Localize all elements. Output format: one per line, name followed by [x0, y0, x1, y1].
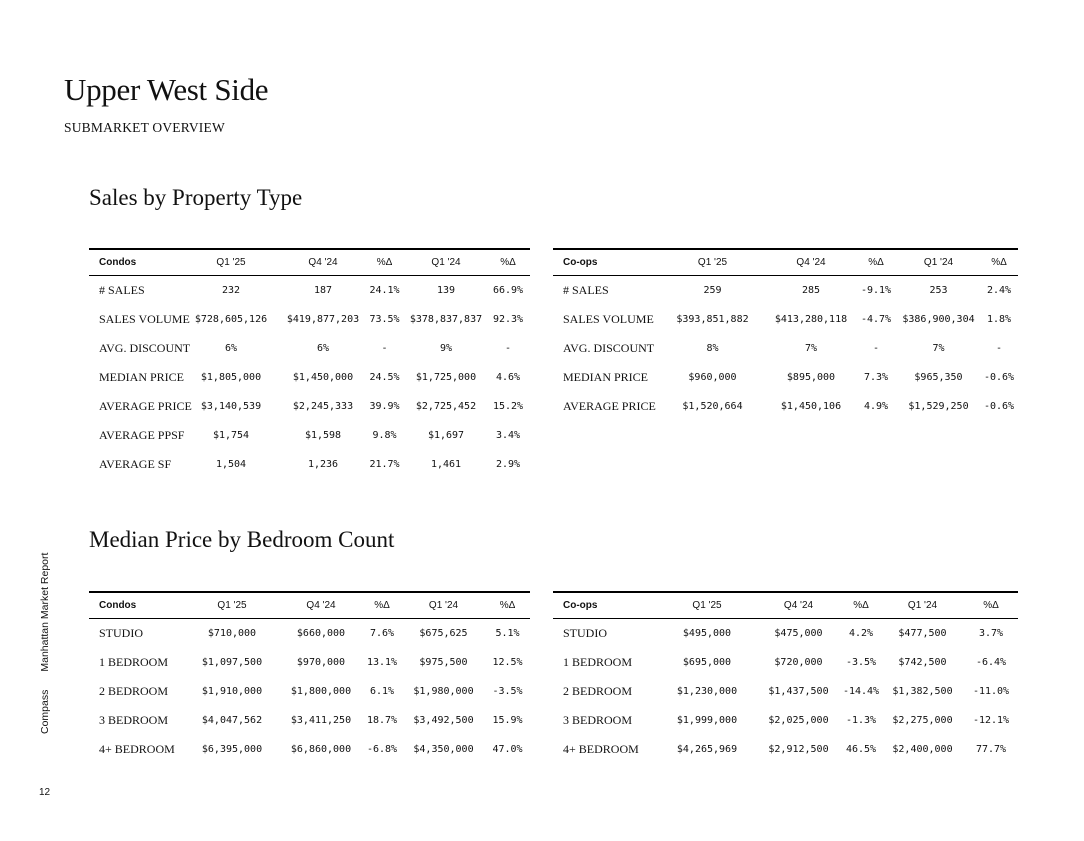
- table-cell: 7%: [932, 343, 945, 354]
- table-cell: $3,411,250: [290, 715, 352, 726]
- table-cell: $895,000: [786, 372, 836, 383]
- table-cell: $2,245,333: [292, 401, 354, 412]
- column-header: Q4 '24: [767, 249, 855, 276]
- row-label: STUDIO: [99, 626, 143, 640]
- table-cell: 24.5%: [369, 372, 400, 383]
- table-cell: $1,800,000: [290, 686, 352, 697]
- sales-coops-table: [553, 248, 1018, 421]
- row-label: 1 BEDROOM: [99, 655, 169, 669]
- table-cell: -6.4%: [975, 657, 1007, 668]
- table-cell: $970,000: [296, 657, 346, 668]
- table-cell: -0.6%: [983, 372, 1015, 383]
- table-cell: $1,754: [212, 430, 250, 441]
- table-row: [553, 677, 1018, 706]
- table-cell: $2,400,000: [892, 744, 953, 755]
- row-label: 3 BEDROOM: [99, 713, 169, 727]
- column-header: %Δ: [980, 249, 1018, 276]
- table-cell: $1,437,500: [768, 686, 829, 697]
- table-row: [553, 735, 1018, 764]
- table-cell: $742,500: [898, 657, 947, 668]
- table-cell: $3,140,539: [200, 401, 262, 412]
- table-cell: 2.4%: [986, 285, 1012, 296]
- bedroom-coops-table: [553, 591, 1018, 764]
- table-cell: $1,450,000: [292, 372, 354, 383]
- table-cell: 259: [703, 285, 722, 296]
- table-cell: 4.9%: [863, 401, 889, 412]
- table-cell: 285: [801, 285, 821, 296]
- column-header: Q4 '24: [756, 592, 841, 619]
- column-header: Q4 '24: [283, 249, 363, 276]
- row-label: SALES VOLUME: [99, 312, 190, 326]
- table-cell: 1.8%: [986, 314, 1012, 325]
- table-cell: 7.3%: [863, 372, 889, 383]
- table-cell: -3.5%: [845, 657, 877, 668]
- table-cell: $1,999,000: [676, 715, 738, 726]
- table-row: [89, 677, 530, 706]
- table-cell: -11.0%: [972, 686, 1010, 697]
- table-cell: 5.1%: [495, 628, 520, 639]
- table-cell: $965,350: [914, 372, 963, 383]
- table-cell: 46.5%: [845, 744, 877, 755]
- column-header: %Δ: [486, 249, 530, 276]
- column-header: Q1 '24: [406, 249, 486, 276]
- table-category-header: Condos: [89, 249, 179, 276]
- table-row: [553, 305, 1018, 334]
- table-cell: $4,350,000: [413, 744, 474, 755]
- side-label: [39, 553, 51, 734]
- table-cell: $1,450,106: [780, 401, 842, 412]
- column-header: %Δ: [363, 249, 406, 276]
- table-cell: 4.2%: [848, 628, 874, 639]
- page-subtitle: SUBMARKET OVERVIEW: [64, 120, 225, 135]
- table-cell: $2,275,000: [892, 715, 953, 726]
- table-cell: 21.7%: [369, 459, 400, 470]
- table-cell: 12.5%: [492, 657, 523, 668]
- table-cell: $393,851,882: [676, 314, 749, 325]
- table-cell: $4,047,562: [201, 715, 263, 726]
- column-header: Q1 '25: [658, 249, 767, 276]
- page-title: Upper West Side: [64, 72, 269, 107]
- table-cell: 2.9%: [495, 459, 521, 470]
- row-label: SALES VOLUME: [563, 312, 654, 326]
- table-category-header: Condos: [89, 592, 184, 619]
- table-header-row: [553, 592, 1018, 619]
- row-label: STUDIO: [563, 626, 607, 640]
- table-cell: -4.7%: [860, 314, 892, 325]
- row-label: AVERAGE SF: [99, 457, 172, 471]
- table-category-header: Co-ops: [553, 249, 658, 276]
- row-label: # SALES: [99, 283, 145, 297]
- table-cell: $495,000: [682, 628, 732, 639]
- column-header: %Δ: [485, 592, 530, 619]
- table-cell: -: [381, 343, 388, 354]
- table-cell: 9%: [439, 343, 453, 354]
- column-header: Q1 '24: [402, 592, 485, 619]
- table-row: [553, 648, 1018, 677]
- table-cell: -3.5%: [492, 686, 523, 697]
- column-header: Q1 '24: [881, 592, 964, 619]
- table-cell: $1,725,000: [415, 372, 477, 383]
- table-cell: 7%: [804, 343, 818, 354]
- table-cell: $6,860,000: [290, 744, 352, 755]
- table-cell: $728,605,126: [194, 314, 268, 325]
- table-row: [89, 421, 530, 450]
- table-cell: $1,697: [427, 430, 465, 441]
- table-cell: 77.7%: [975, 744, 1007, 755]
- table-row: [89, 305, 530, 334]
- table-cell: $378,837,837: [409, 314, 483, 325]
- table-cell: -12.1%: [972, 715, 1010, 726]
- column-header: %Δ: [855, 249, 897, 276]
- table-cell: $695,000: [682, 657, 732, 668]
- table-cell: 13.1%: [366, 657, 398, 668]
- table-cell: 18.7%: [366, 715, 398, 726]
- row-label: AVERAGE PPSF: [99, 428, 185, 442]
- column-header: %Δ: [964, 592, 1018, 619]
- table-cell: 6.1%: [369, 686, 395, 697]
- table-cell: $3,492,500: [413, 715, 474, 726]
- table-cell: $660,000: [296, 628, 346, 639]
- table-cell: -: [872, 343, 880, 354]
- column-header: Q1 '25: [179, 249, 283, 276]
- table-row: [553, 363, 1018, 392]
- table-cell: $2,912,500: [768, 744, 829, 755]
- table-cell: $975,500: [419, 657, 468, 668]
- table-cell: -: [995, 343, 1003, 354]
- table-cell: 4.6%: [495, 372, 521, 383]
- row-label: 4+ BEDROOM: [563, 742, 639, 756]
- table-cell: -6.8%: [366, 744, 398, 755]
- table-cell: $6,395,000: [201, 744, 263, 755]
- table-row: [553, 619, 1018, 649]
- table-cell: 39.9%: [369, 401, 400, 412]
- page-number: 12: [39, 787, 51, 798]
- table-cell: 7.6%: [369, 628, 395, 639]
- table-cell: $477,500: [898, 628, 947, 639]
- table-cell: $475,000: [774, 628, 823, 639]
- table-cell: $386,900,304: [902, 314, 975, 325]
- table-cell: 15.9%: [492, 715, 523, 726]
- table-cell: $413,280,118: [774, 314, 848, 325]
- table-cell: -9.1%: [860, 285, 892, 296]
- table-cell: 66.9%: [492, 285, 524, 296]
- table-cell: 9.8%: [372, 430, 397, 441]
- table-cell: $1,230,000: [676, 686, 738, 697]
- row-label: AVERAGE PRICE: [99, 399, 192, 413]
- table-row: [553, 334, 1018, 363]
- table-cell: $1,382,500: [892, 686, 953, 697]
- table-row: [89, 450, 530, 479]
- table-cell: 6%: [316, 343, 330, 354]
- table-cell: $710,000: [207, 628, 257, 639]
- row-label: MEDIAN PRICE: [99, 370, 185, 384]
- table-cell: 3.7%: [978, 628, 1004, 639]
- table-cell: 3.4%: [495, 430, 521, 441]
- table-cell: $1,097,500: [201, 657, 263, 668]
- table-category-header: Co-ops: [553, 592, 658, 619]
- table-row: [553, 276, 1018, 306]
- table-cell: $1,529,250: [908, 401, 969, 412]
- table-cell: -1.3%: [845, 715, 877, 726]
- sales-condos-table: [89, 248, 530, 479]
- table-cell: $2,025,000: [768, 715, 829, 726]
- table-cell: -: [504, 343, 512, 354]
- column-header: Q1 '25: [184, 592, 280, 619]
- table-cell: $1,980,000: [413, 686, 474, 697]
- table-cell: $720,000: [774, 657, 823, 668]
- table-cell: 47.0%: [492, 744, 523, 755]
- table-cell: 8%: [706, 343, 719, 354]
- table-row: [89, 706, 530, 735]
- side-label-brand: Compass: [39, 689, 51, 734]
- row-label: 4+ BEDROOM: [99, 742, 175, 756]
- table-cell: 232: [221, 285, 241, 296]
- row-label: AVERAGE PRICE: [563, 399, 656, 413]
- table-cell: 73.5%: [369, 314, 400, 325]
- table-cell: $1,598: [304, 430, 342, 441]
- table-cell: 139: [436, 285, 456, 296]
- table-cell: 1,504: [215, 459, 247, 470]
- table-cell: 1,236: [307, 459, 339, 470]
- row-label: 2 BEDROOM: [99, 684, 169, 698]
- table-header-row: [89, 592, 530, 619]
- table-cell: 187: [313, 285, 333, 296]
- table-row: [89, 276, 530, 306]
- table-cell: 15.2%: [492, 401, 524, 412]
- table-cell: 1,461: [430, 459, 462, 470]
- section-title-sales-by-type: Sales by Property Type: [89, 185, 303, 210]
- table-cell: $4,265,969: [676, 744, 738, 755]
- table-cell: 253: [929, 285, 948, 296]
- table-row: [553, 392, 1018, 421]
- table-row: [89, 619, 530, 649]
- bedroom-condos-table: [89, 591, 530, 764]
- row-label: AVG. DISCOUNT: [99, 341, 191, 355]
- table-row: [89, 334, 530, 363]
- table-cell: -0.6%: [983, 401, 1015, 412]
- table-row: [89, 735, 530, 764]
- column-header: Q1 '25: [658, 592, 756, 619]
- table-cell: 24.1%: [369, 285, 400, 296]
- table-cell: $960,000: [688, 372, 737, 383]
- table-cell: $2,725,452: [415, 401, 477, 412]
- table-header-row: [553, 249, 1018, 276]
- row-label: AVG. DISCOUNT: [563, 341, 655, 355]
- table-row: [553, 706, 1018, 735]
- table-cell: $1,805,000: [200, 372, 262, 383]
- table-cell: $1,520,664: [682, 401, 743, 412]
- column-header: Q4 '24: [280, 592, 362, 619]
- side-label-report: Manhattan Market Report: [39, 552, 51, 672]
- table-cell: $419,877,203: [286, 314, 360, 325]
- table-row: [89, 648, 530, 677]
- table-cell: $1,910,000: [201, 686, 263, 697]
- row-label: 2 BEDROOM: [563, 684, 633, 698]
- row-label: # SALES: [563, 283, 609, 297]
- table-header-row: [89, 249, 530, 276]
- row-label: 1 BEDROOM: [563, 655, 633, 669]
- section-title-median-by-bedroom: Median Price by Bedroom Count: [89, 527, 395, 552]
- row-label: MEDIAN PRICE: [563, 370, 649, 384]
- table-cell: -14.4%: [842, 686, 880, 697]
- column-header: %Δ: [362, 592, 402, 619]
- column-header: %Δ: [841, 592, 881, 619]
- table-cell: 92.3%: [492, 314, 524, 325]
- table-cell: $675,625: [419, 628, 468, 639]
- table-row: [89, 363, 530, 392]
- row-label: 3 BEDROOM: [563, 713, 633, 727]
- column-header: Q1 '24: [897, 249, 980, 276]
- table-row: [89, 392, 530, 421]
- table-cell: 6%: [224, 343, 238, 354]
